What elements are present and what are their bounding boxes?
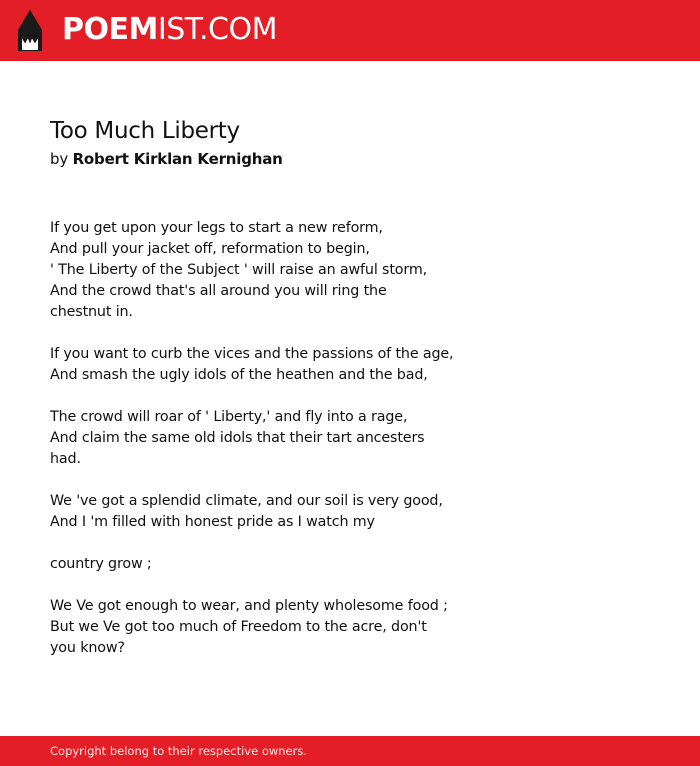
poem-header (50, 115, 650, 171)
poem-line: And smash the ugly idols of the heathen and the bad, (50, 367, 428, 383)
poem-line: country grow ; (50, 556, 152, 572)
site-footer (0, 736, 700, 766)
poem-stanza (50, 596, 470, 659)
pencil-tip-icon[interactable] (17, 10, 43, 51)
poem-line: We Ve got enough to wear, and plenty wholesome food ; (50, 598, 448, 614)
poem-line: And the crowd that's all around you will ring the (50, 283, 387, 299)
copyright-text: Copyright belong to their respective owners. (50, 744, 308, 758)
poem-line: ' The Liberty of the Subject ' will raise an awful storm, (50, 262, 428, 278)
poem-line: We 've got a splendid climate, and our soil is very good, (50, 493, 443, 509)
poem-stanza (50, 554, 470, 575)
byline (50, 147, 650, 171)
by-label: by (50, 150, 68, 168)
poem-stanza (50, 218, 470, 323)
poem-line: If you get upon your legs to start a new reform, (50, 220, 383, 236)
poem-line: And pull your jacket off, reformation to begin, (50, 241, 370, 257)
poem-title: Too Much Liberty (50, 118, 240, 144)
poem-line: If you want to curb the vices and the passions of the age, (50, 346, 454, 362)
site-header (0, 0, 700, 61)
poem-stanza (50, 344, 470, 386)
poem-line: And I 'm filled with honest pride as I watch my (50, 514, 375, 530)
poem-body (50, 218, 470, 680)
poem-line: And claim the same old idols that their tart ancesters (50, 430, 425, 446)
poem-stanza (50, 491, 470, 533)
poem-line: But we Ve got too much of Freedom to the acre, don't (50, 619, 427, 635)
poem-line: had. (50, 451, 81, 467)
poem-line: The crowd will roar of ' Liberty,' and fly into a rage, (50, 409, 408, 425)
author-name: Robert Kirklan Kernighan (72, 150, 283, 168)
poem-stanza (50, 407, 470, 470)
logo-bold-text: POEM (62, 12, 158, 47)
site-logo[interactable] (62, 12, 277, 48)
poem-line: you know? (50, 640, 125, 656)
poem-line: chestnut in. (50, 304, 133, 320)
logo-light-text: IST.COM (157, 12, 277, 47)
